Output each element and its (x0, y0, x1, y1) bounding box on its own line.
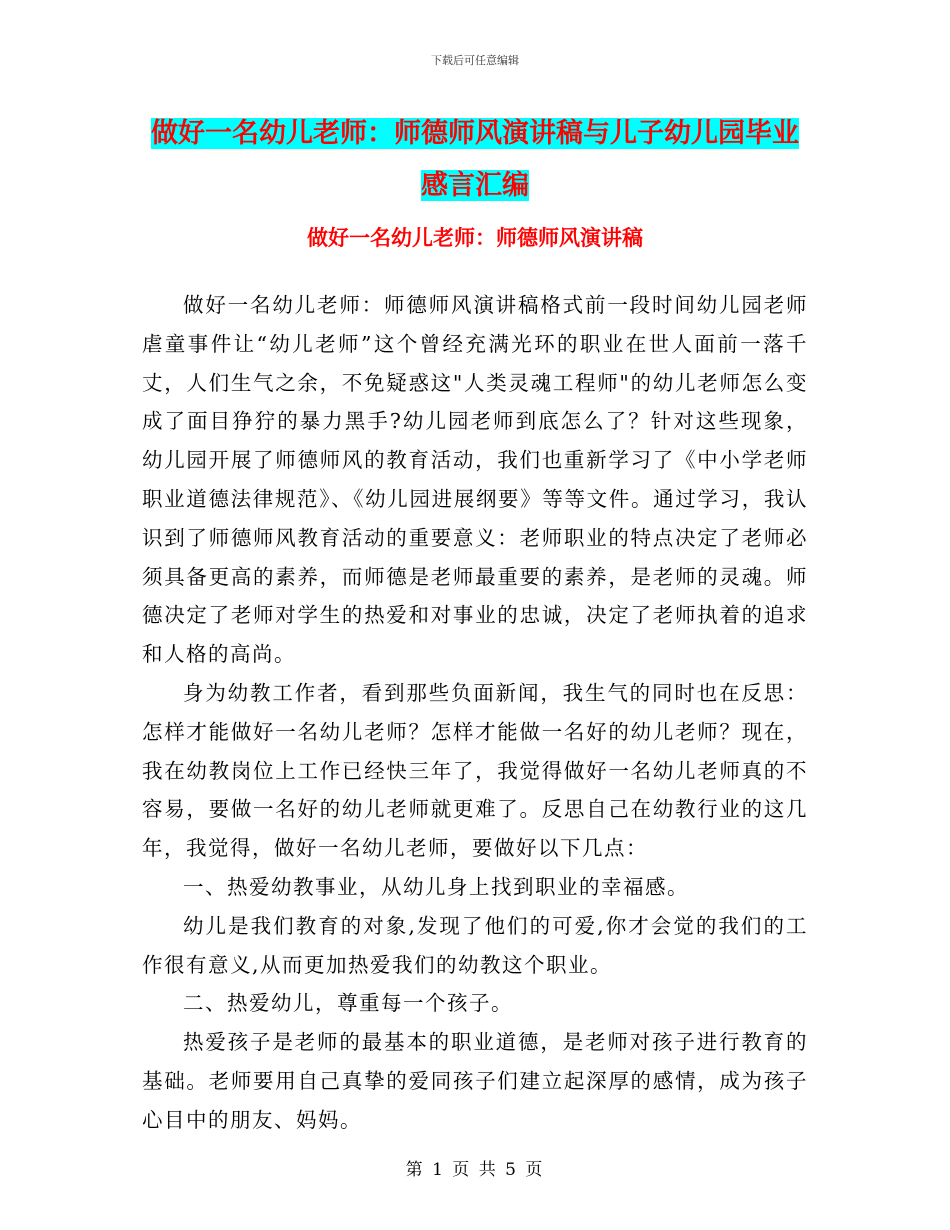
document-title (140, 108, 810, 212)
paragraph: 热爱孩子是老师的最基本的职业道德，是老师对孩子进行教育的基础。老师要用自己真挚的爱同孩子们建立起深厚的感情，成为孩子心目中的朋友、妈妈。 (142, 1030, 808, 1132)
paragraph: 身为幼教工作者，看到那些负面新闻，我生气的同时也在反思：怎样才能做好一名幼儿老师？怎样才能做一名好的幼儿老师？现在，我在幼教岗位上工作已经快三年了，我觉得做好一名幼儿老师真的不容易，要做一名好的幼儿老师就更难了。反思自己在幼教行业的这几年，我觉得，做好一名幼儿老师，要做好以下几点： (142, 680, 808, 861)
paragraph: 做好一名幼儿老师：师德师风演讲稿格式前一段时间幼儿园老师虐童事件让“幼儿老师”这个曾经充满光环的职业在世人面前一落千丈，人们生气之余，不免疑惑这"人类灵魂工程师"的幼儿老师怎么变成了面目狰狞的暴力黑手?幼儿园老师到底怎么了？针对这些现象，幼儿园开展了师德师风的教育活动，我们也重新学习了《中小学老师职业道德法律规范》、《幼儿园进展纲要》等等文件。通过学习，我认识到了师德师风教育活动的重要意义：老师职业的特点决定了老师必须具备更高的素养，而师德是老师最重要的素养，是老师的灵魂。师德决定了老师对学生的热爱和对事业的忠诚，决定了老师执着的追求和人格的高尚。 (142, 293, 808, 667)
section-title: 做好一名幼儿老师：师德师风演讲稿 (307, 226, 643, 250)
document-title-text: 做好一名幼儿老师：师德师风演讲稿与儿子幼儿园毕业感言汇编 (151, 118, 799, 201)
page-number-footer: 第 1 页 共 5 页 (405, 1160, 545, 1180)
paragraph: 二、热爱幼儿，尊重每一个孩子。 (183, 991, 513, 1016)
document-body (142, 286, 808, 1140)
paragraph: 一、热爱幼教事业，从幼儿身上找到职业的幸福感。 (183, 874, 689, 899)
paragraph: 幼儿是我们教育的对象,发现了他们的可爱,你才会觉的我们的工作很有意义,从而更加热爱我们的幼教这个职业。 (142, 913, 808, 977)
page-header-note: 下载后可任意编辑 (431, 54, 519, 67)
